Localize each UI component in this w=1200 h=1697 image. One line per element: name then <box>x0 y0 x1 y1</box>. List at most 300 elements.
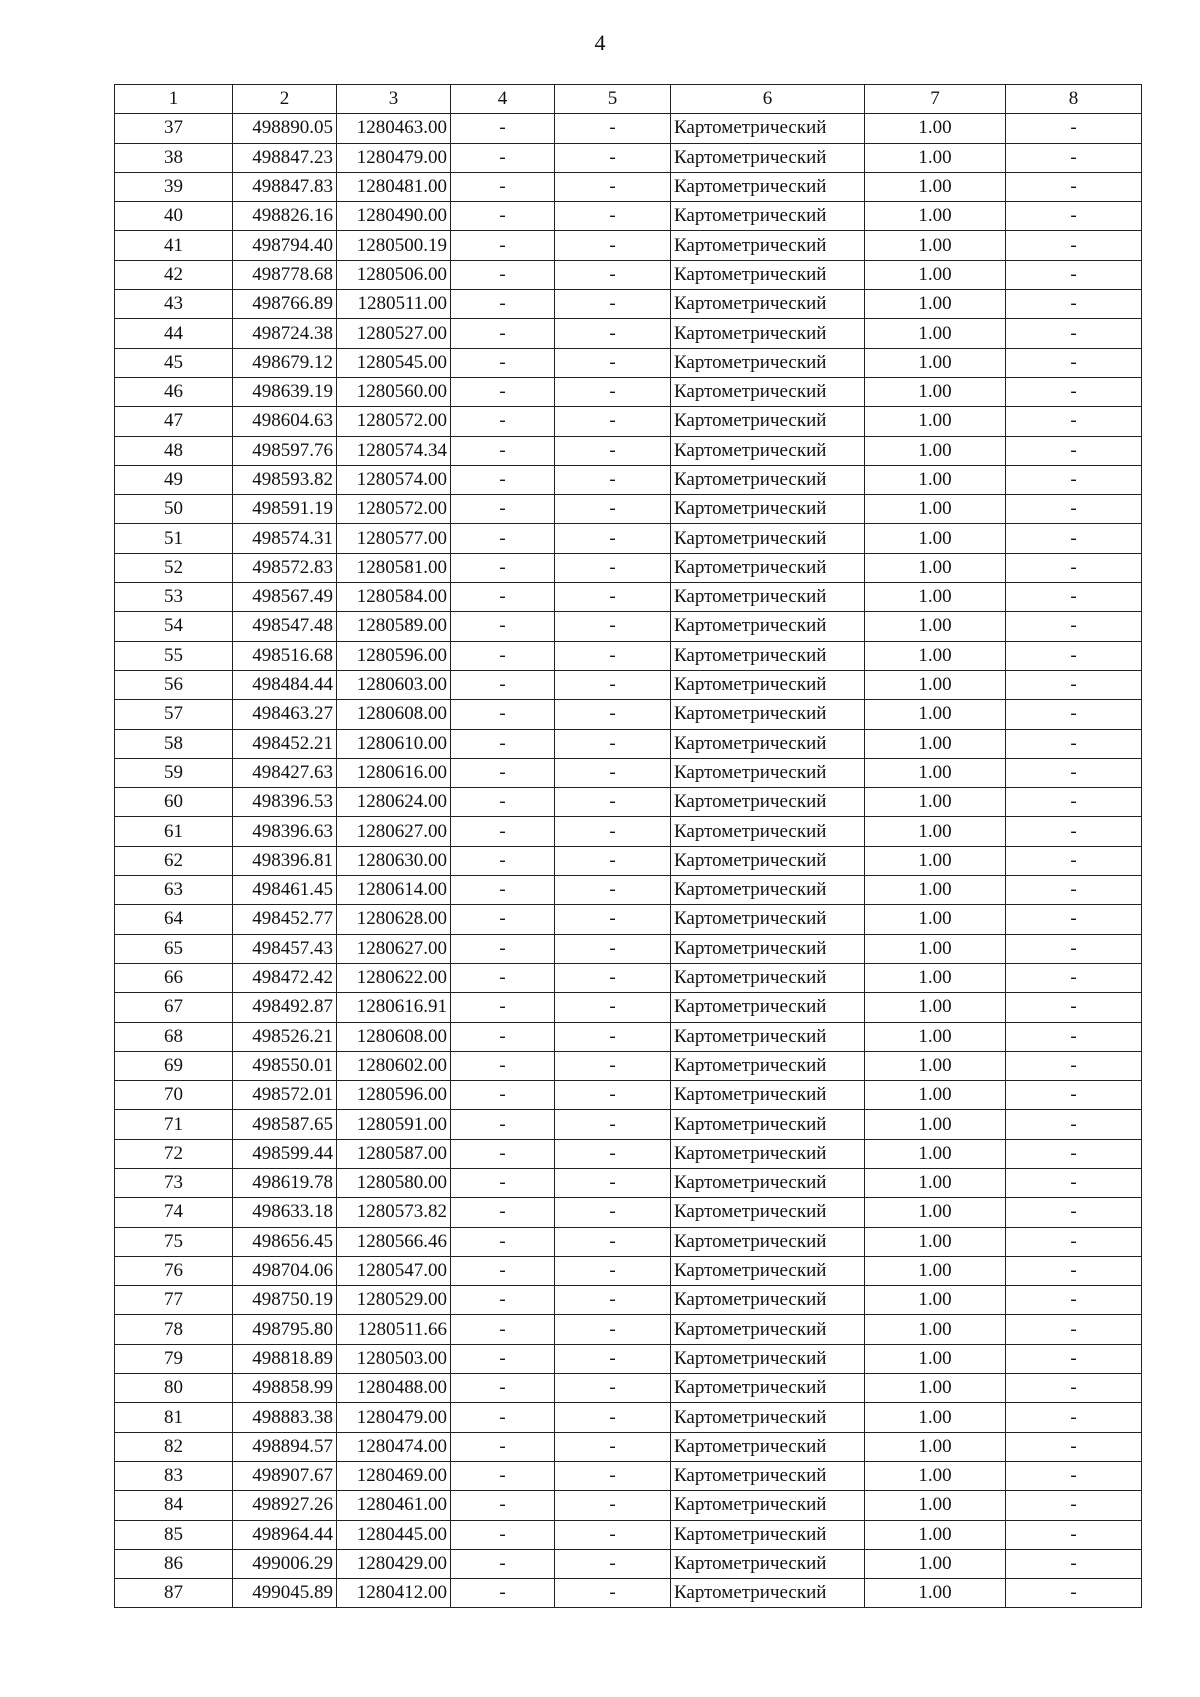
column-8-cell: - <box>1006 1051 1142 1080</box>
accuracy-cell: 1.00 <box>865 670 1006 699</box>
column-5-cell: - <box>555 260 671 289</box>
column-4-cell: - <box>451 612 555 641</box>
table-row <box>115 1110 1142 1139</box>
method-cell: Картометрический <box>671 172 865 201</box>
method-cell: Картометрический <box>671 788 865 817</box>
column-8-cell: - <box>1006 143 1142 172</box>
y-coordinate-cell: 1280589.00 <box>337 612 451 641</box>
column-4-cell: - <box>451 1198 555 1227</box>
column-5-cell: - <box>555 1315 671 1344</box>
column-5-cell: - <box>555 465 671 494</box>
x-coordinate-cell: 498526.21 <box>233 1022 337 1051</box>
column-4-cell: - <box>451 407 555 436</box>
column-8-cell: - <box>1006 817 1142 846</box>
y-coordinate-cell: 1280581.00 <box>337 553 451 582</box>
column-8-cell: - <box>1006 583 1142 612</box>
column-4-cell: - <box>451 846 555 875</box>
y-coordinate-cell: 1280506.00 <box>337 260 451 289</box>
x-coordinate-cell: 498639.19 <box>233 377 337 406</box>
column-8-cell: - <box>1006 788 1142 817</box>
table-row <box>115 817 1142 846</box>
y-coordinate-cell: 1280511.66 <box>337 1315 451 1344</box>
column-4-cell: - <box>451 817 555 846</box>
method-cell: Картометрический <box>671 729 865 758</box>
point-number-cell: 74 <box>115 1198 233 1227</box>
accuracy-cell: 1.00 <box>865 260 1006 289</box>
accuracy-cell: 1.00 <box>865 788 1006 817</box>
table-row <box>115 612 1142 641</box>
column-5-cell: - <box>555 1579 671 1608</box>
x-coordinate-cell: 498847.23 <box>233 143 337 172</box>
column-8-cell: - <box>1006 524 1142 553</box>
column-5-cell: - <box>555 817 671 846</box>
point-number-cell: 49 <box>115 465 233 494</box>
column-5-cell: - <box>555 1491 671 1520</box>
accuracy-cell: 1.00 <box>865 1549 1006 1578</box>
column-8-cell: - <box>1006 876 1142 905</box>
method-cell: Картометрический <box>671 495 865 524</box>
point-number-cell: 83 <box>115 1461 233 1490</box>
column-4-cell: - <box>451 1491 555 1520</box>
accuracy-cell: 1.00 <box>865 465 1006 494</box>
column-8-cell: - <box>1006 670 1142 699</box>
x-coordinate-cell: 498457.43 <box>233 934 337 963</box>
point-number-cell: 68 <box>115 1022 233 1051</box>
table-row <box>115 348 1142 377</box>
y-coordinate-cell: 1280624.00 <box>337 788 451 817</box>
column-4-cell: - <box>451 1579 555 1608</box>
accuracy-cell: 1.00 <box>865 846 1006 875</box>
method-cell: Картометрический <box>671 1286 865 1315</box>
table-row <box>115 1168 1142 1197</box>
column-8-cell: - <box>1006 758 1142 787</box>
x-coordinate-cell: 498890.05 <box>233 114 337 143</box>
y-coordinate-cell: 1280500.19 <box>337 231 451 260</box>
x-coordinate-cell: 498604.63 <box>233 407 337 436</box>
table-row <box>115 758 1142 787</box>
method-cell: Картометрический <box>671 670 865 699</box>
table-row <box>115 1139 1142 1168</box>
point-number-cell: 76 <box>115 1256 233 1285</box>
accuracy-cell: 1.00 <box>865 1227 1006 1256</box>
column-5-cell: - <box>555 553 671 582</box>
point-number-cell: 75 <box>115 1227 233 1256</box>
y-coordinate-cell: 1280503.00 <box>337 1344 451 1373</box>
point-number-cell: 39 <box>115 172 233 201</box>
y-coordinate-cell: 1280591.00 <box>337 1110 451 1139</box>
y-coordinate-cell: 1280577.00 <box>337 524 451 553</box>
accuracy-cell: 1.00 <box>865 1081 1006 1110</box>
x-coordinate-cell: 498818.89 <box>233 1344 337 1373</box>
accuracy-cell: 1.00 <box>865 553 1006 582</box>
column-4-cell: - <box>451 1461 555 1490</box>
table-row <box>115 114 1142 143</box>
column-8-cell: - <box>1006 963 1142 992</box>
column-8-cell: - <box>1006 1081 1142 1110</box>
point-number-cell: 47 <box>115 407 233 436</box>
table-row <box>115 377 1142 406</box>
accuracy-cell: 1.00 <box>865 1344 1006 1373</box>
table-row <box>115 1344 1142 1373</box>
accuracy-cell: 1.00 <box>865 641 1006 670</box>
column-4-cell: - <box>451 1403 555 1432</box>
y-coordinate-cell: 1280463.00 <box>337 114 451 143</box>
x-coordinate-cell: 498567.49 <box>233 583 337 612</box>
y-coordinate-cell: 1280616.00 <box>337 758 451 787</box>
y-coordinate-cell: 1280572.00 <box>337 495 451 524</box>
column-4-cell: - <box>451 788 555 817</box>
column-5-cell: - <box>555 524 671 553</box>
y-coordinate-cell: 1280545.00 <box>337 348 451 377</box>
column-8-cell: - <box>1006 993 1142 1022</box>
x-coordinate-cell: 498766.89 <box>233 290 337 319</box>
accuracy-cell: 1.00 <box>865 1432 1006 1461</box>
method-cell: Картометрический <box>671 348 865 377</box>
column-8-cell: - <box>1006 465 1142 494</box>
point-number-cell: 80 <box>115 1374 233 1403</box>
point-number-cell: 73 <box>115 1168 233 1197</box>
point-number-cell: 72 <box>115 1139 233 1168</box>
x-coordinate-cell: 498894.57 <box>233 1432 337 1461</box>
y-coordinate-cell: 1280479.00 <box>337 143 451 172</box>
column-5-cell: - <box>555 934 671 963</box>
column-5-cell: - <box>555 1549 671 1578</box>
column-8-cell: - <box>1006 1168 1142 1197</box>
y-coordinate-cell: 1280614.00 <box>337 876 451 905</box>
column-8-cell: - <box>1006 1579 1142 1608</box>
column-4-cell: - <box>451 1315 555 1344</box>
method-cell: Картометрический <box>671 114 865 143</box>
method-cell: Картометрический <box>671 1227 865 1256</box>
table-row <box>115 260 1142 289</box>
column-8-cell: - <box>1006 1461 1142 1490</box>
column-5-cell: - <box>555 1168 671 1197</box>
point-number-cell: 38 <box>115 143 233 172</box>
column-4-cell: - <box>451 1520 555 1549</box>
column-4-cell: - <box>451 1549 555 1578</box>
x-coordinate-cell: 499006.29 <box>233 1549 337 1578</box>
column-8-cell: - <box>1006 1139 1142 1168</box>
point-number-cell: 54 <box>115 612 233 641</box>
column-8-cell: - <box>1006 1432 1142 1461</box>
column-5-cell: - <box>555 963 671 992</box>
accuracy-cell: 1.00 <box>865 1579 1006 1608</box>
point-number-cell: 37 <box>115 114 233 143</box>
column-4-cell: - <box>451 553 555 582</box>
table-row <box>115 1286 1142 1315</box>
y-coordinate-cell: 1280566.46 <box>337 1227 451 1256</box>
column-5-cell: - <box>555 876 671 905</box>
x-coordinate-cell: 498572.83 <box>233 553 337 582</box>
column-5-cell: - <box>555 1344 671 1373</box>
accuracy-cell: 1.00 <box>865 377 1006 406</box>
accuracy-cell: 1.00 <box>865 758 1006 787</box>
column-8-cell: - <box>1006 729 1142 758</box>
method-cell: Картометрический <box>671 553 865 582</box>
accuracy-cell: 1.00 <box>865 436 1006 465</box>
table-row <box>115 465 1142 494</box>
column-5-cell: - <box>555 377 671 406</box>
column-4-cell: - <box>451 729 555 758</box>
column-5-cell: - <box>555 407 671 436</box>
column-5-cell: - <box>555 670 671 699</box>
method-cell: Картометрический <box>671 1256 865 1285</box>
point-number-cell: 58 <box>115 729 233 758</box>
method-cell: Картометрический <box>671 260 865 289</box>
table-row <box>115 876 1142 905</box>
accuracy-cell: 1.00 <box>865 1374 1006 1403</box>
y-coordinate-cell: 1280610.00 <box>337 729 451 758</box>
x-coordinate-cell: 498724.38 <box>233 319 337 348</box>
column-4-cell: - <box>451 1081 555 1110</box>
column-5-cell: - <box>555 993 671 1022</box>
column-8-cell: - <box>1006 553 1142 582</box>
x-coordinate-cell: 498826.16 <box>233 202 337 231</box>
y-coordinate-cell: 1280488.00 <box>337 1374 451 1403</box>
column-5-cell: - <box>555 1198 671 1227</box>
column-5-cell: - <box>555 1081 671 1110</box>
x-coordinate-cell: 498847.83 <box>233 172 337 201</box>
table-row <box>115 1549 1142 1578</box>
column-8-cell: - <box>1006 377 1142 406</box>
column-4-cell: - <box>451 377 555 406</box>
column-5-cell: - <box>555 1403 671 1432</box>
column-5-cell: - <box>555 1022 671 1051</box>
x-coordinate-cell: 498463.27 <box>233 700 337 729</box>
accuracy-cell: 1.00 <box>865 1461 1006 1490</box>
column-8-cell: - <box>1006 1227 1142 1256</box>
column-5-cell: - <box>555 1432 671 1461</box>
table-row <box>115 993 1142 1022</box>
point-number-cell: 77 <box>115 1286 233 1315</box>
column-8-cell: - <box>1006 1549 1142 1578</box>
point-number-cell: 79 <box>115 1344 233 1373</box>
column-5-cell: - <box>555 1051 671 1080</box>
point-number-cell: 40 <box>115 202 233 231</box>
y-coordinate-cell: 1280429.00 <box>337 1549 451 1578</box>
y-coordinate-cell: 1280627.00 <box>337 934 451 963</box>
column-4-cell: - <box>451 260 555 289</box>
x-coordinate-cell: 498547.48 <box>233 612 337 641</box>
x-coordinate-cell: 498778.68 <box>233 260 337 289</box>
accuracy-cell: 1.00 <box>865 993 1006 1022</box>
column-4-cell: - <box>451 1227 555 1256</box>
method-cell: Картометрический <box>671 700 865 729</box>
point-number-cell: 44 <box>115 319 233 348</box>
table-row <box>115 1432 1142 1461</box>
point-number-cell: 56 <box>115 670 233 699</box>
y-coordinate-cell: 1280474.00 <box>337 1432 451 1461</box>
column-5-cell: - <box>555 1139 671 1168</box>
method-cell: Картометрический <box>671 407 865 436</box>
x-coordinate-cell: 498492.87 <box>233 993 337 1022</box>
table-row <box>115 700 1142 729</box>
y-coordinate-cell: 1280572.00 <box>337 407 451 436</box>
x-coordinate-cell: 498883.38 <box>233 1403 337 1432</box>
column-4-cell: - <box>451 963 555 992</box>
column-8-cell: - <box>1006 436 1142 465</box>
accuracy-cell: 1.00 <box>865 905 1006 934</box>
column-4-cell: - <box>451 319 555 348</box>
table-row <box>115 1491 1142 1520</box>
x-coordinate-cell: 498574.31 <box>233 524 337 553</box>
y-coordinate-cell: 1280547.00 <box>337 1256 451 1285</box>
accuracy-cell: 1.00 <box>865 934 1006 963</box>
column-5-cell: - <box>555 1520 671 1549</box>
table-row <box>115 143 1142 172</box>
column-8-cell: - <box>1006 1110 1142 1139</box>
method-cell: Картометрический <box>671 905 865 934</box>
accuracy-cell: 1.00 <box>865 143 1006 172</box>
table-row <box>115 1081 1142 1110</box>
column-4-cell: - <box>451 700 555 729</box>
y-coordinate-cell: 1280603.00 <box>337 670 451 699</box>
table-row <box>115 1315 1142 1344</box>
column-5-cell: - <box>555 641 671 670</box>
accuracy-cell: 1.00 <box>865 495 1006 524</box>
accuracy-cell: 1.00 <box>865 876 1006 905</box>
column-4-cell: - <box>451 114 555 143</box>
table-row <box>115 583 1142 612</box>
table-body <box>115 114 1142 1608</box>
column-8-cell: - <box>1006 231 1142 260</box>
coordinates-table <box>114 84 1142 1608</box>
y-coordinate-cell: 1280445.00 <box>337 1520 451 1549</box>
method-cell: Картометрический <box>671 641 865 670</box>
accuracy-cell: 1.00 <box>865 202 1006 231</box>
accuracy-cell: 1.00 <box>865 1491 1006 1520</box>
column-8-cell: - <box>1006 202 1142 231</box>
x-coordinate-cell: 498516.68 <box>233 641 337 670</box>
method-cell: Картометрический <box>671 993 865 1022</box>
method-cell: Картометрический <box>671 1374 865 1403</box>
header-cell: 6 <box>671 85 865 114</box>
accuracy-cell: 1.00 <box>865 1022 1006 1051</box>
column-4-cell: - <box>451 290 555 319</box>
column-4-cell: - <box>451 1344 555 1373</box>
method-cell: Картометрический <box>671 1110 865 1139</box>
column-4-cell: - <box>451 1432 555 1461</box>
x-coordinate-cell: 499045.89 <box>233 1579 337 1608</box>
accuracy-cell: 1.00 <box>865 1139 1006 1168</box>
y-coordinate-cell: 1280596.00 <box>337 1081 451 1110</box>
method-cell: Картометрический <box>671 436 865 465</box>
table-row <box>115 524 1142 553</box>
point-number-cell: 46 <box>115 377 233 406</box>
point-number-cell: 71 <box>115 1110 233 1139</box>
x-coordinate-cell: 498795.80 <box>233 1315 337 1344</box>
header-cell: 8 <box>1006 85 1142 114</box>
table-row <box>115 1227 1142 1256</box>
column-4-cell: - <box>451 583 555 612</box>
x-coordinate-cell: 498396.81 <box>233 846 337 875</box>
accuracy-cell: 1.00 <box>865 1168 1006 1197</box>
accuracy-cell: 1.00 <box>865 319 1006 348</box>
y-coordinate-cell: 1280587.00 <box>337 1139 451 1168</box>
y-coordinate-cell: 1280616.91 <box>337 993 451 1022</box>
accuracy-cell: 1.00 <box>865 1110 1006 1139</box>
column-4-cell: - <box>451 934 555 963</box>
method-cell: Картометрический <box>671 963 865 992</box>
point-number-cell: 61 <box>115 817 233 846</box>
column-8-cell: - <box>1006 290 1142 319</box>
column-4-cell: - <box>451 1286 555 1315</box>
method-cell: Картометрический <box>671 143 865 172</box>
table-row <box>115 1374 1142 1403</box>
column-8-cell: - <box>1006 1315 1142 1344</box>
table-row <box>115 1520 1142 1549</box>
method-cell: Картометрический <box>671 1549 865 1578</box>
point-number-cell: 64 <box>115 905 233 934</box>
method-cell: Картометрический <box>671 377 865 406</box>
y-coordinate-cell: 1280630.00 <box>337 846 451 875</box>
column-4-cell: - <box>451 143 555 172</box>
column-5-cell: - <box>555 202 671 231</box>
accuracy-cell: 1.00 <box>865 290 1006 319</box>
column-8-cell: - <box>1006 260 1142 289</box>
x-coordinate-cell: 498599.44 <box>233 1139 337 1168</box>
x-coordinate-cell: 498587.65 <box>233 1110 337 1139</box>
table-row <box>115 905 1142 934</box>
column-8-cell: - <box>1006 114 1142 143</box>
y-coordinate-cell: 1280479.00 <box>337 1403 451 1432</box>
column-5-cell: - <box>555 729 671 758</box>
point-number-cell: 84 <box>115 1491 233 1520</box>
column-8-cell: - <box>1006 407 1142 436</box>
column-8-cell: - <box>1006 700 1142 729</box>
x-coordinate-cell: 498484.44 <box>233 670 337 699</box>
point-number-cell: 50 <box>115 495 233 524</box>
accuracy-cell: 1.00 <box>865 963 1006 992</box>
method-cell: Картометрический <box>671 1461 865 1490</box>
y-coordinate-cell: 1280628.00 <box>337 905 451 934</box>
y-coordinate-cell: 1280481.00 <box>337 172 451 201</box>
column-4-cell: - <box>451 231 555 260</box>
table-row <box>115 319 1142 348</box>
method-cell: Картометрический <box>671 290 865 319</box>
accuracy-cell: 1.00 <box>865 1403 1006 1432</box>
accuracy-cell: 1.00 <box>865 1315 1006 1344</box>
column-5-cell: - <box>555 495 671 524</box>
x-coordinate-cell: 498907.67 <box>233 1461 337 1490</box>
column-8-cell: - <box>1006 934 1142 963</box>
column-4-cell: - <box>451 993 555 1022</box>
method-cell: Картометрический <box>671 1403 865 1432</box>
x-coordinate-cell: 498591.19 <box>233 495 337 524</box>
y-coordinate-cell: 1280622.00 <box>337 963 451 992</box>
y-coordinate-cell: 1280527.00 <box>337 319 451 348</box>
column-5-cell: - <box>555 700 671 729</box>
accuracy-cell: 1.00 <box>865 114 1006 143</box>
table-header <box>115 85 1142 114</box>
point-number-cell: 43 <box>115 290 233 319</box>
x-coordinate-cell: 498461.45 <box>233 876 337 905</box>
point-number-cell: 86 <box>115 1549 233 1578</box>
column-4-cell: - <box>451 1051 555 1080</box>
accuracy-cell: 1.00 <box>865 1256 1006 1285</box>
point-number-cell: 65 <box>115 934 233 963</box>
point-number-cell: 87 <box>115 1579 233 1608</box>
accuracy-cell: 1.00 <box>865 1198 1006 1227</box>
table-row <box>115 729 1142 758</box>
method-cell: Картометрический <box>671 1491 865 1520</box>
point-number-cell: 60 <box>115 788 233 817</box>
header-row <box>115 85 1142 114</box>
column-8-cell: - <box>1006 172 1142 201</box>
point-number-cell: 48 <box>115 436 233 465</box>
column-5-cell: - <box>555 905 671 934</box>
point-number-cell: 53 <box>115 583 233 612</box>
